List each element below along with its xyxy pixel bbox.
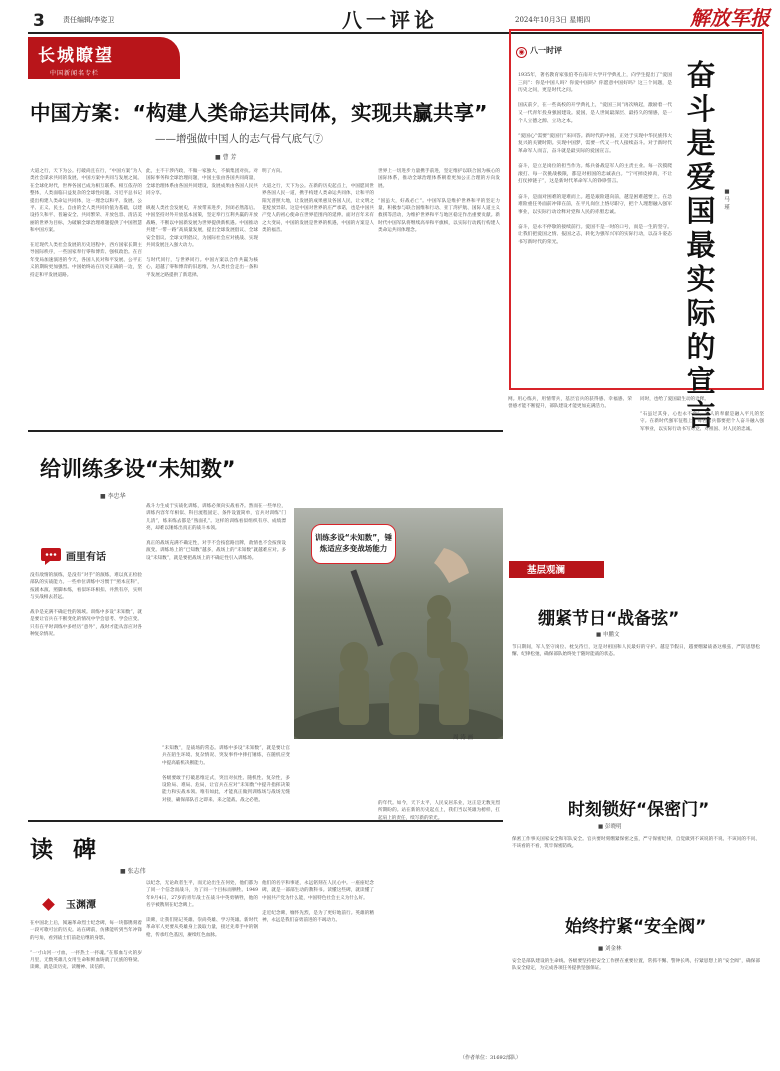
training-article-col2: “未知数”，是战场的常态。训练中多设“未知数”，就是要让官兵在陌生环境、复杂情况、突发事件中摔打锤炼，在随机应变中提高临机决断能力。 各级要敢于打破思维定式，突出对抗性、随机性、复杂性，多设险局、难局、危局，让官兵在应对“未知数”中提升指挥决策能力和实战本领。唯有如此，才能真正做到训练场与战场无缝对接，确保部队召之即来、来之能战、战之必胜。 [162, 746, 290, 803]
column-banner-subtitle: 中国新闻名专栏 [50, 70, 100, 77]
article1-author: ■ 申鹏文 [596, 632, 620, 638]
main-article-author: ■ 曹 芳 [215, 154, 237, 161]
editorial-continued-col1: 网。用心练兵，用情带兵，基层官兵的获得感、幸福感、荣誉感才能不断提升，部队建设才能更加充满活力。 [508, 397, 632, 410]
monument-col4: 的年代。如今，天下太平，人民安居乐业，这正是无数先烈所期盼的。站在新的历史起点上，我们当以英雄为榜样，扛起肩上的责任，续写新的荣光。 [378, 801, 500, 821]
article3-body: 安全是部队建设的生命线。各级要坚持把安全工作摆在重要位置，常抓不懈、警钟长鸣，拧紧思想上的“安全阀”，确保部队安全稳定，为完成各项任务提供坚强保证。 [512, 959, 760, 972]
diamond-icon [42, 898, 55, 911]
editors-line: 责任编辑/李姿卫 [63, 16, 115, 24]
monument-col3: 他们的名字和事迹，永远铭刻在人民心中。一座座纪念碑，就是一部部生动的教科书。读懂这些碑，就读懂了中国共产党为什么能，中国特色社会主义为什么好。 走近纪念碑，缅怀先烈，是为了更好地前行。英雄的精神，永远是我们奋勇前进的不竭动力。 [262, 881, 374, 924]
editorial-author: ■ 马 瑾 [724, 189, 730, 211]
monument-col1: 在中国北上后，阅遍革命烈士纪念碑，每一块都镌刻着一段可歌可泣的历史。站在碑前，仿佛能听到当年冲锋的号角，看到战士们前赴后继的身影。 “一寸山河一寸血，一抔热土一抔魂。”在那血与火的岁月里，无数英雄儿女用生命和鲜血铸就了民族的脊梁。读碑，就是读历史、读精神、读信仰。 [30, 921, 142, 971]
editorial-title: 奋斗是爱国最实际的宣言 [686, 58, 716, 432]
editorial-continued-col2: 同时，也给了爱国最生动的诠释。 “石虽过其身，心也永不变”，军人的奉献是融入平凡的坚守。在新时代强军征程上，每名官兵都要把个人奋斗融入强军事业，以实际行动书写对党、对祖国、对人民的忠诚。 [640, 397, 764, 432]
main-article-col4: 世界上一切进步力量携手前进，坚定维护以联合国为核心的国际体系，推动全球治理体系朝着更加公正合理的方向发展。 “国虽大，好战必亡”。中国军队是维护世界和平的坚定力量，积极参与联合国维和行动、亚丁湾护航、国际人道主义救援等活动，为维护世界和平与地区稳定作出重要贡献。新时代中国军队将继续高举和平旗帜，以实际行动践行构建人类命运共同体理念。 [378, 169, 500, 234]
issue-date: 2024年10月3日 星期四 [515, 16, 591, 24]
photo-credit: 周 涛 画 [453, 735, 473, 741]
main-article-col2: 此，主不干涉内政，不做一家独大，不搞集团对抗。对国际事务和全球治理问题，中国主张由各国共同商量，全球治理体系由各国共同建设，发展成果由各国人民共同分享。 纵观人类社会发展史，开放带来进步，封闭必然落后。中国坚持对外开放基本国策，坚定奉行互利共赢的开放战略，不断以中国新发展为世界提供新机遇。中国推动共建“一带一路”高质量发展，提出全球发展倡议、全球安全倡议、全球文明倡议，为国际社会应对挑战、实现共同发展注入强大动力。 与时代同行，与世界同行。中国方案以合作共赢为核心，超越了零和博弈的旧思维，为人类社会走出一条和平发展之路提供了新选择。 [146, 169, 258, 278]
monument-article-author: ■ 张志伟 [120, 868, 146, 875]
photo-caption: 训练多设“未知数”，锤炼适应多变战场能力 [311, 524, 396, 564]
monument-col2: 以纪念，无论故者生平，而无论出生在何处，他们都为了同一个信念而战斗，为了同一个目标而牺牲。1949年9月4日，27岁的青年战士在战斗中英勇牺牲，他的名字被镌刻在纪念碑上。 读碑，让我们铭记英雄、崇尚英雄、学习英雄。新时代革命军人更要从英雄身上汲取力量，接过先辈手中的钢枪，传承红色基因，赓续红色血脉。 [146, 881, 258, 938]
column-banner-title: 长城瞭望 [38, 46, 114, 66]
section-rule [28, 430, 503, 432]
article3-title: 始终拧紧“安全阀” [565, 917, 707, 937]
training-article-author: ■ 李忠华 [100, 493, 126, 500]
author-unit: （作者单位：31692部队） [460, 1055, 521, 1061]
section-title: 八一评论 [342, 8, 438, 32]
chat-bubble-icon [40, 546, 62, 566]
training-article-title: 给训练多设“未知数” [40, 457, 236, 481]
main-article-title: 中国方案：“构建人类命运共同体，实现共赢共享” [30, 101, 488, 125]
picture-talk-body: 没有敌情的演练，是没有“对手”的演练，难以真正检验部队的实战能力。一些单位训练中习惯于“照本宣科”，按剧本演、照脚本练，看似环环相扣、井然有序，实则与实战相去甚远。 战争是充满不确定性的领域。训练中多设“未知数”，就是要让官兵在不断变化的情况中学会思考、学会应变。只有在平时训练中多经历“意外”，战时才能从容应对各种复杂情况。 [30, 573, 142, 638]
article2-body: 保密工作事关国家安全和军队安全。官兵要时刻绷紧保密之弦，严守保密纪律，自觉做到不该说的不说、不该问的不问、不该看的不看，筑牢保密防线。 [512, 837, 760, 850]
article1-title: 绷紧节日“战备弦” [538, 609, 680, 629]
monument-article-title: 读碑 [30, 837, 116, 863]
main-article-col1: 大道之行，天下为公。打破尚且在行，“中国方案”为人类社会谋求共同的发展，中国方案中共同与发展之间。在全球化时代，世界各国已成为相互联系、相互依存的整体，人类面临日益复杂的全球性问题。习近平总书记提出构建人类命运共同体，这一理念以和平、发展、公平、正义、民主、自由的全人类共同价值为基础，以建设持久和平、普遍安全、共同繁荣、开放包容、清洁美丽的世界为目标，为破解全球治理难题提供了中国智慧和中国方案。 在近现代人类社会发展的历史进程中，西方国家长期主导国际秩序，一些国家奉行零和博弈、强权政治。在百年变局加速演进的今天，各国人民对和平发展、公平正义的期盼更加强烈。中国始终站在历史正确的一边，坚持走和平发展道路。 [30, 169, 142, 278]
main-article-col3: 明了方向。 大道之行，天下为公。在新的历史起点上，中国愿同世界各国人民一道，携手构建人类命运共同体，让和平的阳光普照大地，让发展的成果惠及各国人民，让文明之花绽放异彩。这是中国对世界的庄严承诺，也是中国共产党人的初心使命在世界范围内的延伸。面对百年未有之大变局，中国的发展是世界的机遇，中国的方案是人类的福音。 [262, 169, 374, 234]
editorial-body: 1935年，著名教育家张伯苓在南开大学开学典礼上，向学生提出了“爱国三问”：你是中国人吗？你爱中国吗？你愿意中国好吗？这三个问题，是历史之问，更是时代之问。 国庆前夕，在一些高校的开学典礼上，“爱国三问”再次响起，激励着一代又一代青年投身强国建设。爱国，是人世间最深层、最持久的情感，是一个人立德之源、立功之本。 “爱国心”需要“爱国行”来回答。新时代的中国，正处于实现中华民族伟大复兴的关键时期。实现中国梦，需要一代又一代人接续奋斗。对于新时代革命军人而言，奋斗就是最实际的爱国宣言。 奋斗，是立足岗位的担当作为。练兵备战是军人的主责主业。每一次摸爬滚打、每一次挑战极限，都是对祖国的忠诚表白。“宁可掉皮掉肉，不让打仗掉链子”，这是新时代革命军人的铮铮誓言。 奋斗，是面对困难的迎难而上。越是艰险越向前，越是困难越要上。在急难险重任务面前冲锋在前，在平凡岗位上恪尽职守，把个人理想融入强军事业，以实际行动诠释对党和人民的赤胆忠诚。 奋斗，是永不停歇的接续前行。爱国不是一时的口号，而是一生的坚守。让我们把爱国之情、报国之志，转化为强军兴军的实际行动，以奋斗姿态书写新时代的荣光。 [518, 73, 672, 246]
picture-talk-label: 画里有话 [66, 552, 106, 563]
article3-author: ■ 刘金林 [598, 946, 622, 952]
monument-column-label: 玉渊潭 [66, 900, 96, 911]
article2-title: 时刻锁好“保密门” [568, 800, 710, 820]
newspaper-logo: 解放军报 [690, 6, 770, 30]
article2-author: ■ 彭晓明 [598, 824, 622, 830]
column-icon: ◉ [516, 47, 527, 58]
page-number: 3 [33, 11, 45, 31]
main-article-subtitle: ——增强做中国人的志气骨气底气⑦ [155, 133, 323, 145]
grassroots-column-label: 基层观澜 [527, 565, 566, 576]
training-article-col1: 战斗力生成于实战化训练，训练必须向实战看齐。然而在一些单位，训练内容年年相似、科目流程固定、条件设置简单，官兵对训练“门儿清”，练来练去都是“熟面孔”。这样的训练看似组织有序、成绩漂亮，却难以锤炼出真正的战斗本领。 真正的战场充满不确定性，对手不会按套路出牌，敌情也不会按预设演变。训练场上的“已知数”越多，战场上的“未知数”就越难应对。多设“未知数”，就是要把战场上的不确定性引入训练场。 [146, 504, 286, 561]
article1-body: 节日期间，军人坚守岗位、枕戈待旦，这是对祖国和人民最好的守护。越是节假日，越要绷紧战备这根弦，严防思想松懈、纪律松弛，确保部队始终处于随时能战的状态。 [512, 645, 760, 658]
editorial-column-name: 八一时评 [530, 46, 562, 55]
